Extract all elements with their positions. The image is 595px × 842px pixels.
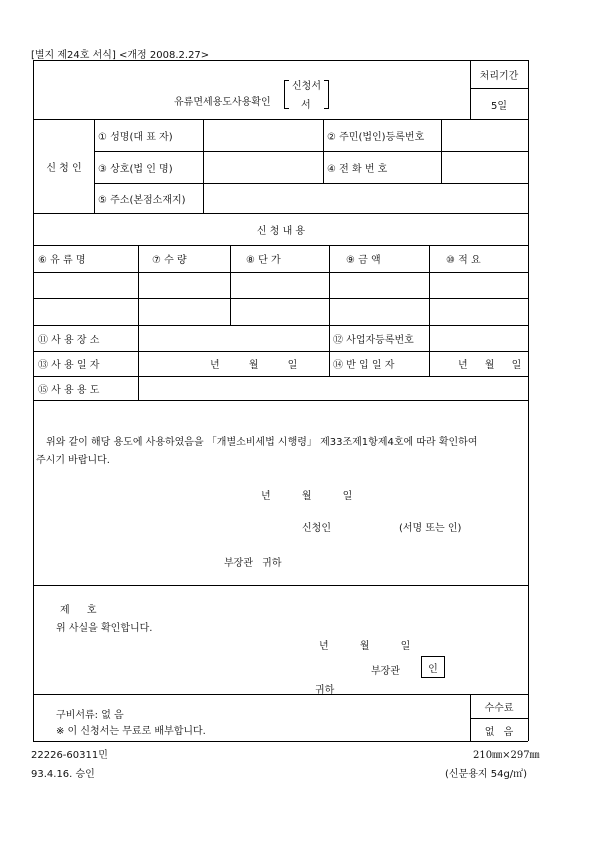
fee-value: 없 음 [484,726,514,738]
applicant-label-divider [94,119,95,213]
footer-paper-type: (신문용지 54g/㎡) [445,769,528,780]
confirmation-date: 년 월 일 [319,641,411,652]
col-oil-name: ⑥ 유 류 명 [38,255,86,266]
usage-place-field[interactable] [139,326,328,350]
row1-oil-name[interactable] [34,273,138,298]
row2-unit-price[interactable] [231,299,329,325]
form-title: 유류면세용도사용확인 [174,97,271,108]
usage-date-label: ⑬ 사 용 일 자 [38,360,100,371]
footer-approval: 93.4.16. 승인 [31,769,95,780]
row2-amount[interactable] [330,299,429,325]
col-amount: ⑨ 금 액 [346,255,381,266]
return-date-label: ⑭ 반 입 일 자 [333,360,395,371]
row1-remarks[interactable] [430,273,527,298]
business-reg-label: ⑫ 사업자등록번호 [333,334,414,346]
row2-oil-name[interactable] [34,299,138,325]
col-remarks: ⑩ 적 요 [446,255,481,266]
frame-top [33,60,528,61]
confirmation-official: 부장관 [371,666,400,677]
statement-recipient: 부장관 귀하 [224,558,282,569]
title-option-form: 서 [301,100,311,111]
col-unit-price: ⑧ 단 가 [246,255,281,266]
footer-paper-size: 210㎜×297㎜ [473,750,540,761]
fee-label: 수수료 [484,703,514,714]
statement-applicant-label: 신청인 [302,523,331,534]
confirmation-to: 귀하 [315,685,335,696]
usage-col-line-2 [329,325,330,376]
usage-purpose-label: ⑮ 사 용 용 도 [38,384,100,396]
footer-box-top-line [33,694,528,695]
form-number: [별지 제24호 서식] <개정 2008.2.27> [31,50,210,61]
processing-label: 처리기간 [479,70,519,82]
usage-purpose-field[interactable] [139,377,527,399]
required-documents: 구비서류: 없 음 [56,710,124,721]
request-section-title: 신 청 내 용 [256,226,306,237]
address-label: ⑤ 주소(본점소재지) [98,194,186,206]
title-option-application: 신청서 [292,81,321,92]
bracket-right [324,80,329,109]
name-field[interactable] [204,120,322,150]
free-distribution-note: ※ 이 신청서는 무료로 배부합니다. [56,726,206,737]
usage-date-value[interactable]: 년 월 일 [210,360,298,371]
usage-place-label: ⑪ 사 용 장 소 [38,334,100,346]
statement-text-line1: 위와 같이 해당 용도에 사용하였음을 「개별소비세법 시행령」 제33조제1항제4호에 따라 확인하여 [46,437,478,448]
company-label: ③ 상호(법 인 명) [98,163,173,175]
business-reg-field[interactable] [430,326,527,350]
row1-amount[interactable] [330,273,429,298]
bracket-left [284,80,289,109]
statement-text-line2: 주시기 바랍니다. [36,455,110,466]
row2-quantity[interactable] [139,299,230,325]
row2-remarks[interactable] [430,299,527,325]
col-quantity: ⑦ 수 량 [152,255,187,266]
statement-date[interactable]: 년 월 일 [261,491,353,502]
applicant-col-line-2 [323,119,324,183]
phone-label: ④ 전 화 번 호 [327,163,388,175]
row1-quantity[interactable] [139,273,230,298]
usage-line-3 [33,400,528,401]
name-label: ① 성명(대 표 자) [98,131,173,143]
seal-box: 인 [421,656,445,678]
frame-right [528,60,529,741]
confirmation-number-label: 제 호 [60,605,97,616]
confirmation-text: 위 사실을 확인합니다. [56,623,153,634]
address-field[interactable] [204,184,527,212]
return-date-value[interactable]: 년 월 일 [458,360,522,371]
footer-code: 22226-60311민 [31,750,108,761]
frame-bottom [33,741,528,742]
registration-number-label: ② 주민(법인)등록번호 [327,131,425,143]
processing-value: 5일 [490,100,508,112]
row1-unit-price[interactable] [231,273,329,298]
statement-sign-label: (서명 또는 인) [399,523,462,534]
confirmation-top-line [33,585,528,586]
company-field[interactable] [204,152,322,182]
applicant-section-label: 신 청 인 [46,162,82,174]
phone-field[interactable] [442,152,527,182]
registration-number-field[interactable] [442,120,527,150]
